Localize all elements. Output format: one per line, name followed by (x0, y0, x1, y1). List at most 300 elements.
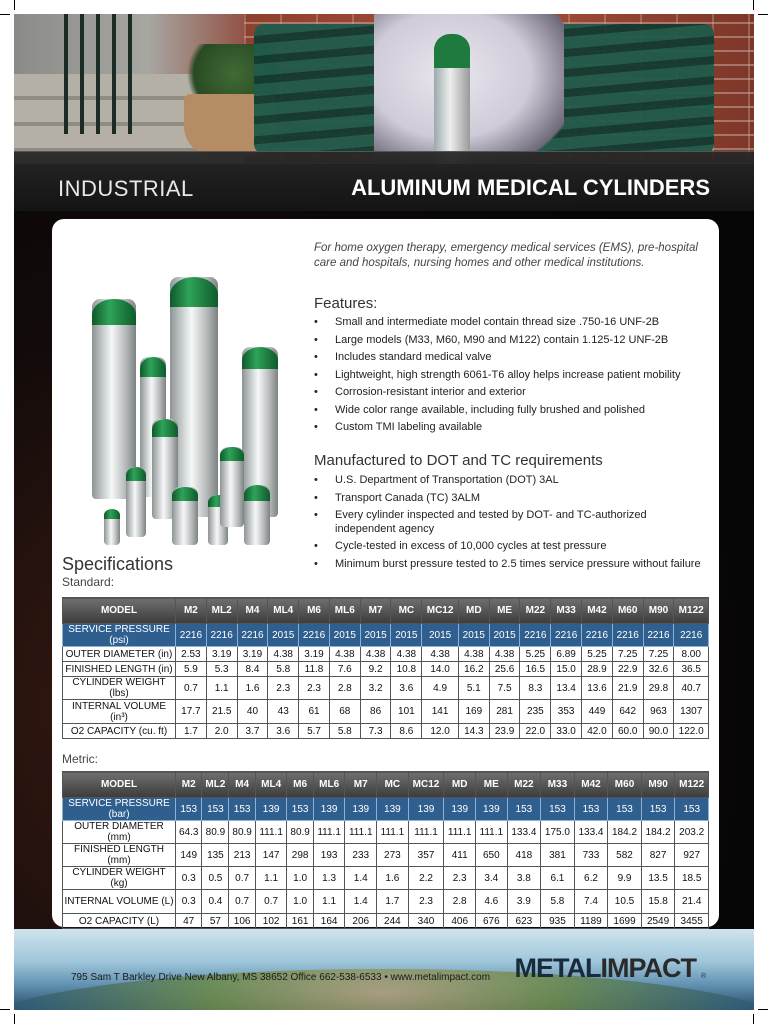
model-header-cell: ML6 (329, 598, 360, 624)
table-cell: 139 (408, 798, 444, 821)
table-cell: 353 (551, 700, 582, 724)
valve-icon (92, 239, 112, 265)
table-row (63, 844, 709, 867)
table-cell: 153 (287, 798, 313, 821)
list-item: • Large models (M33, M60, M90 and M122) contain 1.125-12 UNF-2B (314, 334, 704, 348)
table-cell: 135 (202, 844, 229, 867)
model-header-cell: M2 (176, 772, 202, 798)
list-item: • Small and intermediate model contain thread size .750-16 UNF-2B (314, 316, 704, 330)
model-header-cell: M2 (176, 598, 207, 624)
table-cell: 164 (313, 914, 345, 929)
metric-label: Metric: (62, 752, 98, 766)
list-item: • Includes standard medical valve (314, 351, 704, 365)
table-cell: 935 (541, 914, 575, 929)
table-cell: 9.2 (360, 662, 391, 677)
logo-metal: METAL (514, 953, 601, 983)
table-cell: 36.5 (674, 662, 709, 677)
table-cell: 153 (202, 798, 229, 821)
table-cell: 3.19 (299, 647, 330, 662)
cylinder-small (220, 447, 244, 527)
table-cell: 153 (675, 798, 709, 821)
table-cell: 184.2 (608, 821, 642, 844)
table-cell: 60.0 (612, 724, 643, 739)
table-cell: 13.4 (551, 677, 582, 700)
table-cell: 4.38 (422, 647, 459, 662)
table-cell: 102 (255, 914, 287, 929)
row-label: INTERNAL VOLUME (L) (63, 890, 176, 914)
table-cell: 411 (444, 844, 476, 867)
page-title: ALUMINUM MEDICAL CYLINDERS (351, 175, 710, 200)
table-cell: 1.1 (206, 677, 237, 700)
features-heading: Features: (314, 295, 378, 312)
table-cell: 2015 (391, 624, 422, 647)
table-cell: 4.38 (489, 647, 520, 662)
model-header-cell: MC12 (422, 598, 459, 624)
crop-mark (14, 1014, 15, 1024)
table-cell: 57 (202, 914, 229, 929)
table-cell: 40 (237, 700, 268, 724)
company-address: 795 Sam T Barkley Drive New Albany, MS 38652 Office 662-538-6533 • www.metalimpact.com (71, 972, 491, 983)
table-cell: 14.0 (422, 662, 459, 677)
table-cell: 0.7 (176, 677, 207, 700)
table-cell: 6.2 (574, 867, 608, 890)
table-cell: 4.38 (329, 647, 360, 662)
table-cell: 3.7 (237, 724, 268, 739)
header-cell: MODEL (63, 772, 176, 798)
row-label: OUTER DIAMETER (in) (63, 647, 176, 662)
standard-label: Standard: (62, 575, 115, 589)
table-cell: 153 (641, 798, 675, 821)
manufactured-heading: Manufactured to DOT and TC requirements (314, 452, 603, 469)
table-cell: 153 (176, 798, 202, 821)
table-cell: 1.1 (313, 890, 345, 914)
specifications-heading: Specifications (62, 554, 174, 574)
table-cell: 3.8 (507, 867, 541, 890)
table-row (63, 890, 709, 914)
table-cell: 2216 (520, 624, 551, 647)
model-header-cell: M42 (582, 598, 613, 624)
title-bar (14, 151, 754, 211)
table-cell: 147 (255, 844, 287, 867)
row-label: O2 CAPACITY (cu. ft) (63, 724, 176, 739)
table-cell: 244 (377, 914, 409, 929)
table-cell: 7.4 (574, 890, 608, 914)
table-cell: 153 (229, 798, 255, 821)
table-cell: 80.9 (229, 821, 255, 844)
row-label: OUTER DIAMETER (mm) (63, 821, 176, 844)
table-cell: 281 (489, 700, 520, 724)
table-cell: 80.9 (202, 821, 229, 844)
table-cell: 10.8 (391, 662, 422, 677)
table-cell: 1.6 (377, 867, 409, 890)
table-cell: 139 (377, 798, 409, 821)
list-item: • Wide color range available, including fully brushed and polished (314, 404, 704, 418)
registered-mark: ® (700, 973, 706, 980)
content-card (52, 219, 719, 927)
table-cell: 18.5 (675, 867, 709, 890)
table-cell: 963 (643, 700, 674, 724)
table-cell: 101 (391, 700, 422, 724)
cylinder-small (172, 487, 198, 545)
table-cell: 15.0 (551, 662, 582, 677)
model-header-cell: MD (458, 598, 489, 624)
table-cell: 203.2 (675, 821, 709, 844)
model-header-cell: M4 (237, 598, 268, 624)
table-row (63, 677, 709, 700)
table-cell: 5.8 (541, 890, 575, 914)
table-cell: 47 (176, 914, 202, 929)
table-cell: 42.0 (582, 724, 613, 739)
table-cell: 111.1 (255, 821, 287, 844)
table-cell: 111.1 (345, 821, 377, 844)
model-header-cell: M22 (507, 772, 541, 798)
table-cell: 449 (582, 700, 613, 724)
footer (14, 929, 754, 1010)
valve-icon (92, 265, 114, 293)
table-cell: 5.7 (299, 724, 330, 739)
table-cell: 12.0 (422, 724, 459, 739)
table-cell: 32.6 (643, 662, 674, 677)
table-cell: 2.8 (329, 677, 360, 700)
table-cell: 133.4 (507, 821, 541, 844)
table-cell: 80.9 (287, 821, 313, 844)
table-cell: 86 (360, 700, 391, 724)
standard-spec-table (62, 597, 709, 739)
intro-text: For home oxygen therapy, emergency medical services (EMS), pre-hospital care and hospitals, nursing homes and other medical institutions. (314, 242, 698, 269)
table-cell: 2.8 (444, 890, 476, 914)
table-cell: 2216 (612, 624, 643, 647)
table-cell: 298 (287, 844, 313, 867)
table-cell: 418 (507, 844, 541, 867)
table-cell: 1.7 (176, 724, 207, 739)
table-cell: 16.5 (520, 662, 551, 677)
table-cell: 2216 (643, 624, 674, 647)
table-cell: 2.53 (176, 647, 207, 662)
model-header-cell: M90 (643, 598, 674, 624)
table-cell: 381 (541, 844, 575, 867)
table-cell: 13.5 (641, 867, 675, 890)
table-cell: 139 (345, 798, 377, 821)
table-cell: 642 (612, 700, 643, 724)
table-cell: 406 (444, 914, 476, 929)
table-cell: 111.1 (313, 821, 345, 844)
table-cell: 21.4 (675, 890, 709, 914)
table-cell: 2216 (206, 624, 237, 647)
table-cell: 68 (329, 700, 360, 724)
table-cell: 11.8 (299, 662, 330, 677)
table-cell: 733 (574, 844, 608, 867)
table-cell: 8.4 (237, 662, 268, 677)
table-cell: 2.3 (444, 867, 476, 890)
table-cell: 213 (229, 844, 255, 867)
model-header-cell: ML2 (206, 598, 237, 624)
porch-railing (64, 14, 134, 134)
model-header-cell: M33 (541, 772, 575, 798)
table-cell: 22.0 (520, 724, 551, 739)
manufactured-list (314, 474, 704, 575)
crop-mark (0, 1009, 10, 1010)
table-cell: 139 (444, 798, 476, 821)
table-cell: 0.4 (202, 890, 229, 914)
table-row (63, 914, 709, 929)
table-cell: 139 (255, 798, 287, 821)
model-header-cell: M122 (675, 772, 709, 798)
table-cell: 8.3 (520, 677, 551, 700)
model-header-cell: M60 (608, 772, 642, 798)
table-cell: 3455 (675, 914, 709, 929)
table-cell: 7.25 (643, 647, 674, 662)
list-item: • Lightweight, high strength 6061-T6 alloy helps increase patient mobility (314, 369, 704, 383)
model-header-cell: MC12 (408, 772, 444, 798)
table-cell: 2015 (489, 624, 520, 647)
crop-mark (753, 0, 754, 10)
crop-mark (753, 1014, 754, 1024)
table-cell: 169 (458, 700, 489, 724)
table-cell: 21.9 (612, 677, 643, 700)
table-cell: 1.1 (255, 867, 287, 890)
table-cell: 2.3 (408, 890, 444, 914)
table-cell: 3.2 (360, 677, 391, 700)
table-cell: 7.5 (489, 677, 520, 700)
model-header-cell: MD (444, 772, 476, 798)
table-cell: 21.5 (206, 700, 237, 724)
model-header-cell: ML4 (255, 772, 287, 798)
logo-impact: IMPACT (600, 953, 696, 983)
table-cell: 22.9 (612, 662, 643, 677)
table-cell: 1307 (674, 700, 709, 724)
table-cell: 3.9 (507, 890, 541, 914)
table-row (63, 724, 709, 739)
table-cell: 4.38 (360, 647, 391, 662)
table-cell: 14.3 (458, 724, 489, 739)
table-cell: 153 (541, 798, 575, 821)
table-cell: 1.3 (313, 867, 345, 890)
table-cell: 17.7 (176, 700, 207, 724)
table-cell: 3.4 (475, 867, 507, 890)
oxygen-tank-photo (434, 34, 470, 164)
table-cell: 0.5 (202, 867, 229, 890)
crop-mark (14, 0, 15, 10)
crop-mark (758, 14, 768, 15)
table-cell: 1189 (574, 914, 608, 929)
table-row (63, 798, 709, 821)
table-cell: 6.89 (551, 647, 582, 662)
table-cell: 111.1 (377, 821, 409, 844)
table-cell: 1699 (608, 914, 642, 929)
company-logo (515, 953, 696, 984)
table-cell: 122.0 (674, 724, 709, 739)
table-cell: 2.0 (206, 724, 237, 739)
model-header-cell: M22 (520, 598, 551, 624)
table-cell: 8.6 (391, 724, 422, 739)
model-header-cell: M42 (574, 772, 608, 798)
table-cell: 0.3 (176, 867, 202, 890)
cylinder-illustration (92, 239, 292, 539)
crop-mark (0, 14, 10, 15)
table-cell: 7.3 (360, 724, 391, 739)
list-item: • Transport Canada (TC) 3ALM (314, 492, 704, 506)
table-cell: 175.0 (541, 821, 575, 844)
table-row (63, 700, 709, 724)
model-header-cell: ML6 (313, 772, 345, 798)
table-cell: 23.9 (489, 724, 520, 739)
table-cell: 927 (675, 844, 709, 867)
table-cell: 2015 (458, 624, 489, 647)
table-cell: 139 (475, 798, 507, 821)
hero-photo (14, 14, 754, 164)
table-cell: 1.4 (345, 867, 377, 890)
table-cell: 2015 (422, 624, 459, 647)
model-header-cell: ME (475, 772, 507, 798)
table-cell: 2549 (641, 914, 675, 929)
model-header-cell: M6 (299, 598, 330, 624)
table-cell: 1.4 (345, 890, 377, 914)
model-header-cell: M122 (674, 598, 709, 624)
table-cell: 2216 (674, 624, 709, 647)
table-cell: 8.00 (674, 647, 709, 662)
table-cell: 0.7 (229, 890, 255, 914)
model-header-cell: ML2 (202, 772, 229, 798)
table-cell: 40.7 (674, 677, 709, 700)
table-cell: 233 (345, 844, 377, 867)
table-cell: 33.0 (551, 724, 582, 739)
row-label: FINISHED LENGTH (mm) (63, 844, 176, 867)
features-list (314, 316, 704, 439)
table-cell: 149 (176, 844, 202, 867)
table-cell: 15.8 (641, 890, 675, 914)
table-cell: 2015 (268, 624, 299, 647)
model-header-cell: M33 (551, 598, 582, 624)
model-header-cell: MC (391, 598, 422, 624)
list-item: • U.S. Department of Transportation (DOT) 3AL (314, 474, 704, 488)
table-cell: 161 (287, 914, 313, 929)
table-cell: 5.25 (582, 647, 613, 662)
table-cell: 5.25 (520, 647, 551, 662)
model-header-cell: M7 (345, 772, 377, 798)
table-cell: 1.0 (287, 890, 313, 914)
table-cell: 111.1 (475, 821, 507, 844)
row-label: CYLINDER WEIGHT (kg) (63, 867, 176, 890)
crop-mark (758, 1009, 768, 1010)
table-cell: 5.8 (268, 662, 299, 677)
table-cell: 1.0 (287, 867, 313, 890)
table-cell: 235 (520, 700, 551, 724)
table-cell: 3.19 (206, 647, 237, 662)
table-cell: 9.9 (608, 867, 642, 890)
table-cell: 153 (608, 798, 642, 821)
table-cell: 5.8 (329, 724, 360, 739)
table-cell: 676 (475, 914, 507, 929)
table-row (63, 624, 709, 647)
table-cell: 6.1 (541, 867, 575, 890)
table-cell: 3.6 (391, 677, 422, 700)
table-cell: 13.6 (582, 677, 613, 700)
table-cell: 2216 (582, 624, 613, 647)
table-cell: 4.9 (422, 677, 459, 700)
table-cell: 29.8 (643, 677, 674, 700)
list-item: • Minimum burst pressure tested to 2.5 times service pressure without failure (314, 558, 704, 572)
table-cell: 2015 (360, 624, 391, 647)
table-cell: 0.7 (255, 890, 287, 914)
table-cell: 1.6 (237, 677, 268, 700)
table-cell: 28.9 (582, 662, 613, 677)
metric-spec-table (62, 771, 709, 929)
model-header-cell: ME (489, 598, 520, 624)
table-cell: 582 (608, 844, 642, 867)
cylinder-mini (104, 509, 120, 545)
model-header-cell: M90 (641, 772, 675, 798)
row-label: INTERNAL VOLUME (in³) (63, 700, 176, 724)
row-label: SERVICE PRESSURE (psi) (63, 624, 176, 647)
table-cell: 2.3 (299, 677, 330, 700)
model-header-cell: M4 (229, 772, 255, 798)
table-cell: 4.6 (475, 890, 507, 914)
brochure-page (14, 14, 754, 1010)
table-cell: 90.0 (643, 724, 674, 739)
table-row (63, 867, 709, 890)
category-label: INDUSTRIAL (58, 176, 194, 201)
table-cell: 206 (345, 914, 377, 929)
table-row (63, 821, 709, 844)
model-header-cell: M60 (612, 598, 643, 624)
list-item: • Custom TMI labeling available (314, 421, 704, 435)
cylinder-small (126, 467, 146, 537)
table-cell: 7.25 (612, 647, 643, 662)
table-cell: 650 (475, 844, 507, 867)
table-cell: 340 (408, 914, 444, 929)
table-cell: 2216 (237, 624, 268, 647)
model-header-cell: M7 (360, 598, 391, 624)
table-cell: 4.38 (458, 647, 489, 662)
table-cell: 133.4 (574, 821, 608, 844)
table-cell: 2216 (299, 624, 330, 647)
model-header-cell: MC (377, 772, 409, 798)
table-cell: 273 (377, 844, 409, 867)
table-row (63, 647, 709, 662)
table-cell: 5.3 (206, 662, 237, 677)
list-item: • Corrosion-resistant interior and exterior (314, 386, 704, 400)
row-label: CYLINDER WEIGHT (lbs) (63, 677, 176, 700)
table-cell: 184.2 (641, 821, 675, 844)
table-cell: 1.7 (377, 890, 409, 914)
table-cell: 2.2 (408, 867, 444, 890)
table-cell: 16.2 (458, 662, 489, 677)
model-header-cell: M6 (287, 772, 313, 798)
table-cell: 153 (507, 798, 541, 821)
row-label: FINISHED LENGTH (in) (63, 662, 176, 677)
row-label: O2 CAPACITY (L) (63, 914, 176, 929)
header-cell: MODEL (63, 598, 176, 624)
table-cell: 5.9 (176, 662, 207, 677)
table-cell: 5.1 (458, 677, 489, 700)
table-cell: 111.1 (408, 821, 444, 844)
table-cell: 2.3 (268, 677, 299, 700)
table-cell: 3.19 (237, 647, 268, 662)
table-cell: 7.6 (329, 662, 360, 677)
table-cell: 61 (299, 700, 330, 724)
table-cell: 4.38 (391, 647, 422, 662)
row-label: SERVICE PRESSURE (bar) (63, 798, 176, 821)
table-cell: 10.5 (608, 890, 642, 914)
table-cell: 357 (408, 844, 444, 867)
table-cell: 0.3 (176, 890, 202, 914)
table-cell: 0.7 (229, 867, 255, 890)
table-cell: 2216 (176, 624, 207, 647)
list-item: • Every cylinder inspected and tested by DOT- and TC-authorized independent agency (314, 509, 704, 536)
table-cell: 111.1 (444, 821, 476, 844)
table-cell: 141 (422, 700, 459, 724)
table-cell: 3.6 (268, 724, 299, 739)
